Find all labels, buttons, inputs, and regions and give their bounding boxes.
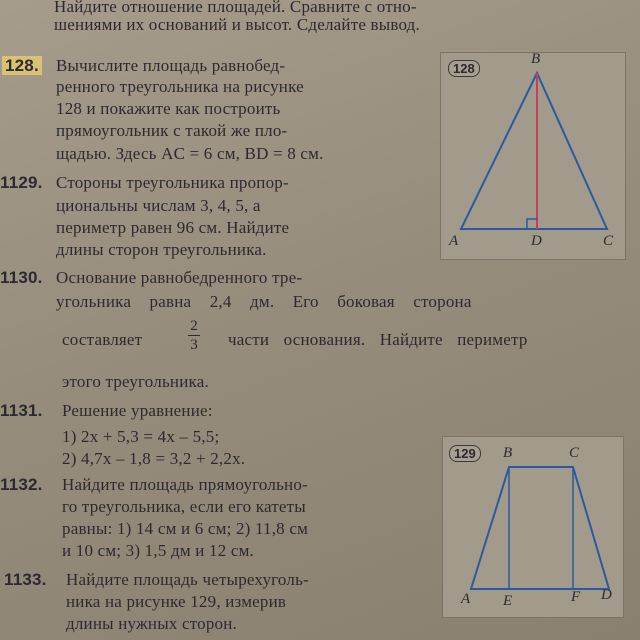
vertex-a-label: A	[449, 233, 459, 249]
problem-text: го треугольника, если его катеты	[62, 497, 306, 516]
problem-number: 1133.	[4, 570, 47, 589]
problem-text: Найдите площадь прямоугольно-	[62, 475, 308, 494]
problem-text: периметр равен 96 см. Найдите	[56, 218, 290, 237]
vertex-d-label: D	[601, 587, 612, 603]
fraction-bar	[188, 335, 200, 336]
figure-number: 128	[448, 60, 480, 77]
problem-text: части основания. Найдите периметр	[228, 330, 528, 349]
problem-text: длины нужных сторон.	[66, 614, 237, 633]
problem-text: угольника равна 2,4 дм. Его боковая сторона	[56, 292, 472, 311]
problem-text: Вычислите площадь равнобед-	[56, 56, 286, 75]
equation-2: 2) 4,7x – 1,8 = 3,2 + 2,2x.	[62, 449, 246, 468]
figure-129	[442, 436, 624, 618]
problem-text: циональны числам 3, 4, 5, а	[56, 196, 261, 215]
vertex-b-label: B	[531, 51, 541, 67]
problem-text: составляет	[62, 330, 143, 349]
problem-text: ренного треугольника на рисунке	[56, 77, 304, 96]
trapezoid-abcd	[471, 467, 609, 589]
vertex-b-label: B	[503, 445, 513, 461]
triangle-abc	[461, 73, 607, 229]
vertex-c-label: C	[603, 233, 614, 249]
triangle-diagram	[441, 53, 625, 259]
equation-1: 1) 2x + 5,3 = 4x – 5,5;	[62, 427, 220, 446]
problem-text: этого треугольника.	[62, 372, 209, 391]
problem-number: 128.	[2, 56, 42, 75]
problem-text: длины сторон треугольника.	[56, 240, 267, 259]
fraction-two-thirds	[188, 318, 200, 353]
vertex-f-label: F	[571, 589, 581, 605]
fraction-numerator: 2	[190, 318, 198, 334]
problem-text: прямоугольник с такой же пло-	[56, 121, 288, 140]
problem-number: 1130.	[0, 268, 43, 287]
figure-number: 129	[449, 445, 481, 462]
top-line-1: Найдите отношение площадей. Сравните с отно-	[54, 0, 417, 16]
problem-text: ника на рисунке 129, измерив	[66, 592, 287, 611]
problem-text: Решение уравнение:	[62, 401, 213, 420]
problem-text: Найдите площадь четырехуголь-	[66, 570, 309, 589]
trapezoid-diagram	[443, 437, 623, 617]
problem-number: 1132.	[0, 475, 43, 494]
right-angle-mark	[527, 219, 537, 229]
problem-text: 128 и покажите как построить	[56, 99, 281, 118]
problem-text: равны: 1) 14 см и 6 см; 2) 11,8 см	[62, 519, 309, 538]
vertex-d-label: D	[531, 233, 542, 249]
vertex-c-label: C	[569, 445, 580, 461]
problem-text: щадью. Здесь AC = 6 см, BD = 8 см.	[56, 144, 324, 163]
problem-text: Основание равнобедренного тре-	[56, 268, 303, 287]
figure-128	[440, 52, 626, 260]
problem-text: и 10 см; 3) 1,5 дм и 12 см.	[62, 541, 254, 560]
fraction-denominator: 3	[190, 337, 198, 353]
problem-text: Стороны треугольника пропор-	[56, 173, 289, 192]
top-line-2: шениями их оснований и высот. Сделайте вывод.	[54, 15, 420, 34]
problem-number: 1129.	[0, 173, 43, 192]
problem-number: 1131.	[0, 401, 43, 420]
vertex-a-label: A	[461, 591, 471, 607]
vertex-e-label: E	[503, 593, 513, 609]
